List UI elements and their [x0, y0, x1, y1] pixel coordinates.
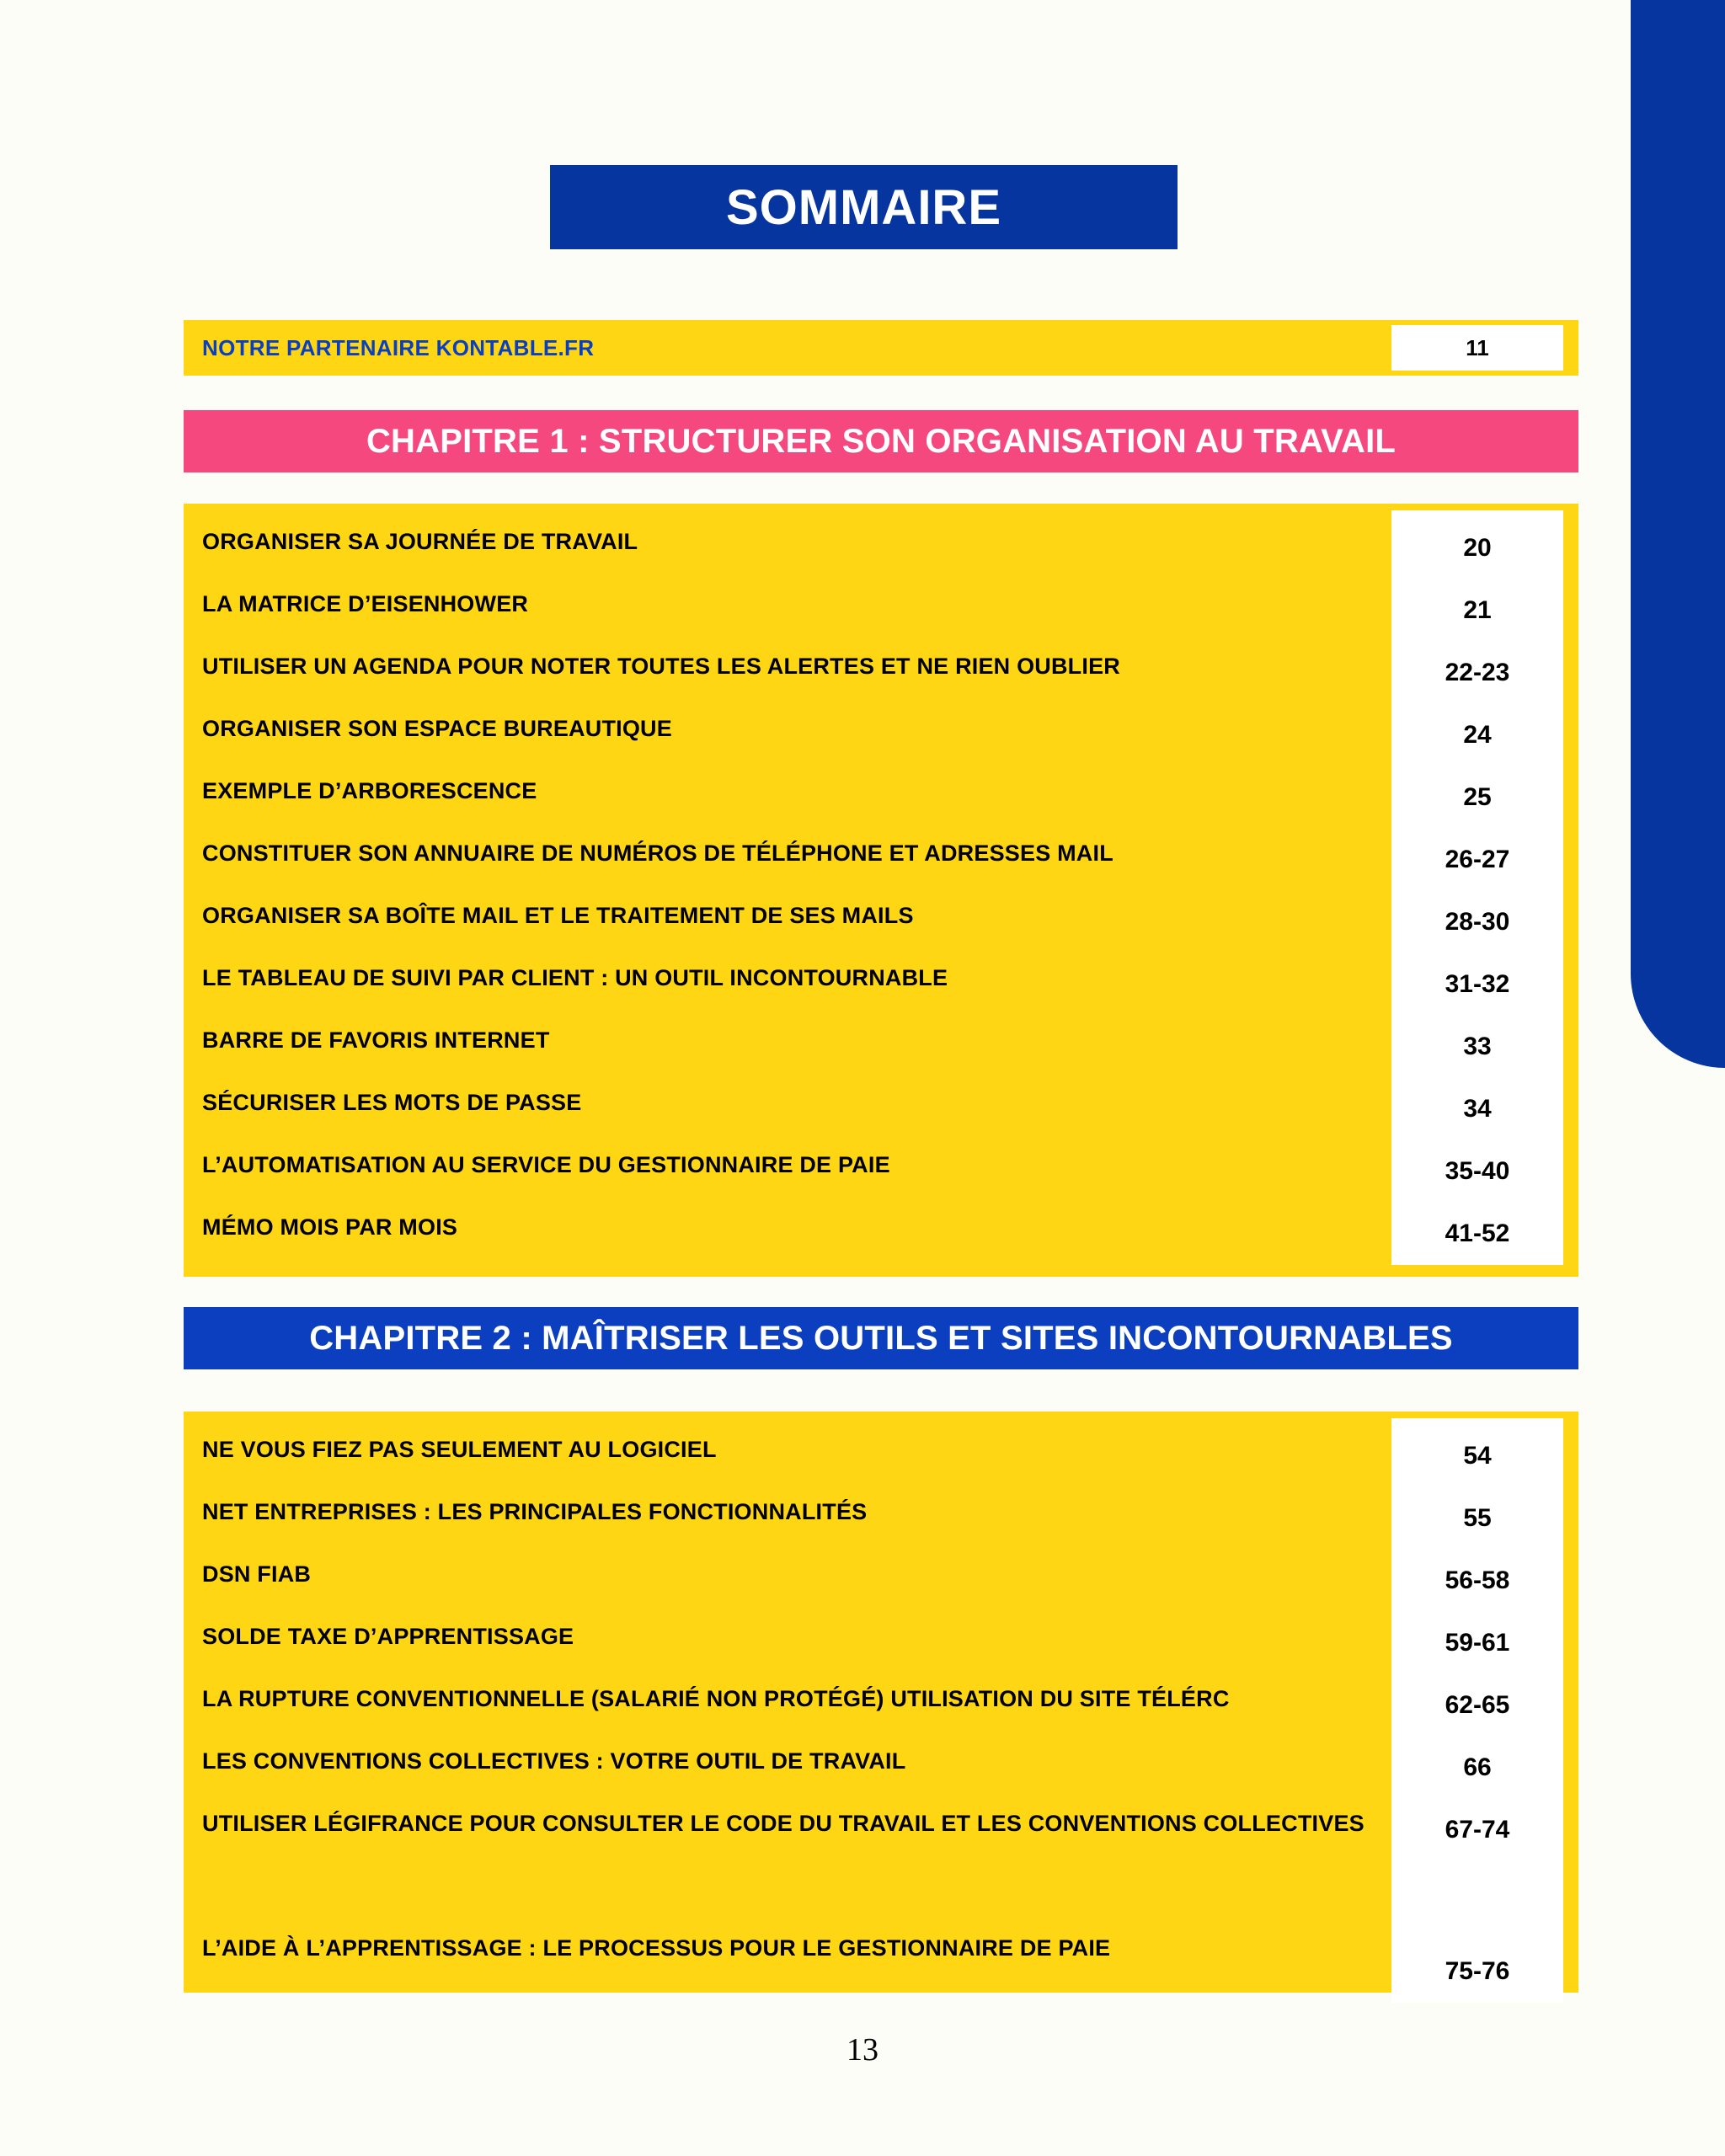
toc-entry-page: 41-52 — [1445, 1219, 1510, 1247]
toc-entry-page: 20 — [1463, 534, 1492, 562]
chapter-2-title: CHAPITRE 2 : MAÎTRISER LES OUTILS ET SITES INCONTOURNABLES — [309, 1319, 1453, 1357]
toc-entry-page: 67-74 — [1445, 1816, 1510, 1844]
toc-entry-page: 62-65 — [1445, 1691, 1510, 1719]
toc-entry-page: 21 — [1463, 596, 1492, 624]
chapter-1-header — [184, 410, 1578, 472]
partner-row[interactable] — [184, 320, 1578, 376]
toc-entry-page: 34 — [1463, 1095, 1492, 1123]
toc-entry-page: 25 — [1463, 783, 1492, 811]
toc-entry-page: 75-76 — [1445, 1957, 1510, 1985]
toc-entry-page: 33 — [1463, 1033, 1492, 1060]
toc-entry-page: 35-40 — [1445, 1157, 1510, 1185]
chapter-1-title: CHAPITRE 1 : STRUCTURER SON ORGANISATION AU TRAVAIL — [366, 422, 1397, 460]
toc-entry-title[interactable]: EXEMPLE D’ARBORESCENCE — [202, 777, 537, 803]
toc-entry-title[interactable]: CONSTITUER SON ANNUAIRE DE NUMÉROS DE TÉLÉPHONE ET ADRESSES MAIL — [202, 840, 1114, 866]
partner-label: NOTRE PARTENAIRE KONTABLE.FR — [202, 334, 595, 360]
chapter-2-pages-column — [1381, 1412, 1578, 2011]
toc-entry-title[interactable]: SOLDE TAXE D’APPRENTISSAGE — [202, 1623, 574, 1649]
sommaire-banner — [550, 165, 1178, 249]
toc-entry-title[interactable]: L’AIDE À L’APPRENTISSAGE : LE PROCESSUS POUR LE GESTIONNAIRE DE PAIE — [202, 1935, 1111, 1961]
chapter-1-pages-column — [1381, 504, 1578, 1273]
toc-entry-title[interactable]: MÉMO MOIS PAR MOIS — [202, 1214, 458, 1240]
toc-entry-page: 55 — [1463, 1504, 1492, 1532]
toc-entry-title[interactable]: DSN FIAB — [202, 1561, 312, 1587]
decorative-blue-tab — [1631, 0, 1725, 1068]
toc-entry-title[interactable]: SÉCURISER LES MOTS DE PASSE — [202, 1089, 582, 1115]
toc-entry-page: 59-61 — [1445, 1629, 1510, 1657]
toc-entry-page: 28-30 — [1445, 908, 1510, 936]
chapter-2-entries — [184, 1412, 1578, 1993]
toc-entry-page: 56-58 — [1445, 1566, 1510, 1594]
chapter-1-entries — [184, 504, 1578, 1277]
partner-page-cell — [1381, 320, 1578, 376]
toc-entry-page: 31-32 — [1445, 970, 1510, 998]
toc-entry-page: 66 — [1463, 1753, 1492, 1781]
toc-entry-title[interactable]: UTILISER UN AGENDA POUR NOTER TOUTES LES ALERTES ET NE RIEN OUBLIER — [202, 653, 1120, 679]
page-title: SOMMAIRE — [726, 179, 1001, 235]
toc-entry-title[interactable]: LA RUPTURE CONVENTIONNELLE (SALARIÉ NON PROTÉGÉ) UTILISATION DU SITE TÉLÉRC — [202, 1685, 1230, 1711]
partner-page-number: 11 — [1391, 325, 1563, 371]
toc-entry-title[interactable]: LE TABLEAU DE SUIVI PAR CLIENT : UN OUTIL INCONTOURNABLE — [202, 964, 948, 990]
chapter-1-titles-column — [184, 504, 1381, 1273]
toc-entry-page: 26-27 — [1445, 846, 1510, 873]
toc-entry-title[interactable]: ORGANISER SA JOURNÉE DE TRAVAIL — [202, 528, 638, 554]
toc-entry-page: 22-23 — [1445, 659, 1510, 686]
toc-entry-title[interactable]: ORGANISER SA BOÎTE MAIL ET LE TRAITEMENT DE SES MAILS — [202, 902, 914, 928]
toc-entry-title[interactable]: LA MATRICE D’EISENHOWER — [202, 590, 529, 616]
toc-entry-title[interactable]: L’AUTOMATISATION AU SERVICE DU GESTIONNAIRE DE PAIE — [202, 1151, 890, 1177]
toc-entry-title[interactable]: NET ENTREPRISES : LES PRINCIPALES FONCTIONNALITÉS — [202, 1498, 868, 1524]
chapter-2-header — [184, 1307, 1578, 1369]
partner-title-cell — [184, 320, 1381, 376]
toc-entry-title[interactable]: LES CONVENTIONS COLLECTIVES : VOTRE OUTIL DE TRAVAIL — [202, 1748, 906, 1774]
toc-entry-page: 24 — [1463, 721, 1492, 749]
toc-entry-title[interactable]: ORGANISER SON ESPACE BUREAUTIQUE — [202, 715, 672, 741]
chapter-2-titles-column — [184, 1412, 1381, 2011]
toc-entry-page: 54 — [1463, 1442, 1492, 1470]
toc-entry-title[interactable]: NE VOUS FIEZ PAS SEULEMENT AU LOGICIEL — [202, 1436, 717, 1462]
toc-entry-title[interactable]: BARRE DE FAVORIS INTERNET — [202, 1027, 550, 1053]
toc-entry-title[interactable]: UTILISER LÉGIFRANCE POUR CONSULTER LE CODE DU TRAVAIL ET LES CONVENTIONS COLLECTIVES — [202, 1811, 1365, 1836]
footer-page-number: 13 — [846, 2032, 879, 2068]
